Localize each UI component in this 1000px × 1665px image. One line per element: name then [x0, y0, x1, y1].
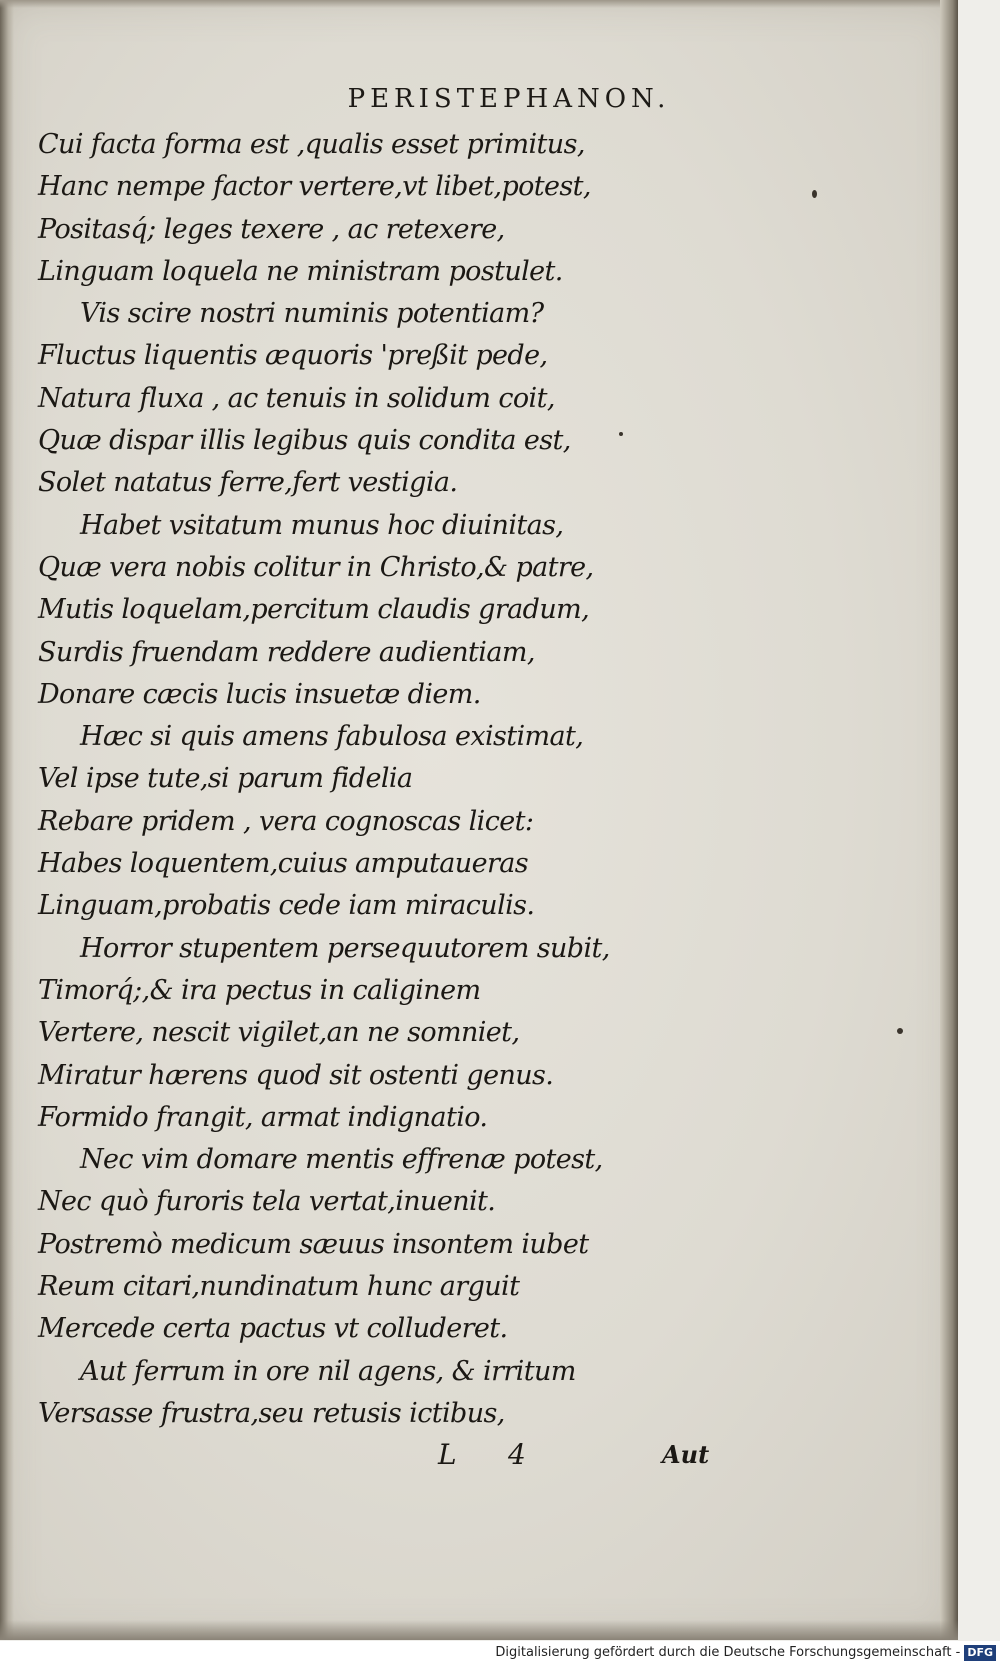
dfg-logo: DFG: [964, 1645, 996, 1661]
verse-line: Solet natatus ferre,fert vestigia.: [38, 467, 458, 499]
verse-line: Miratur hærens quod sit ostenti genus.: [38, 1059, 554, 1091]
verse-line: Linguam loquela ne ministram postulet.: [38, 255, 563, 287]
verse-line: Surdis fruendam reddere audientiam,: [38, 636, 535, 668]
page-number: 4: [508, 1438, 526, 1471]
verse-line: Reum citari,nundinatum hunc arguit: [38, 1271, 520, 1303]
page-bottom-edge: [0, 1620, 958, 1640]
verse-line: Donare cæcis lucis insuetæ diem.: [38, 678, 481, 710]
page-spine-shadow: [0, 0, 14, 1640]
verse-line: Quæ vera nobis colitur in Christo,& patre,: [38, 551, 594, 583]
verse-line: Positasq́; leges texere , ac retexere,: [38, 213, 505, 245]
verse-line: Vis scire nostri numinis potentiam?: [80, 298, 544, 330]
verse-line: Aut ferrum in ore nil agens, & irritum: [80, 1355, 576, 1387]
verse-line: Timorq́;,& ira pectus in caliginem: [38, 974, 481, 1006]
verse-line: Postremò medicum sæuus insontem iubet: [38, 1228, 589, 1260]
digitization-credit-bar: [0, 1641, 1000, 1665]
verse-line: Natura fluxa , ac tenuis in solidum coit,: [38, 382, 555, 414]
verse-line: Hæc si quis amens fabulosa existimat,: [80, 721, 584, 753]
verse-line: Linguam,probatis cede iam miraculis.: [38, 890, 535, 922]
verse-line: Formido frangit, armat indignatio.: [38, 1101, 488, 1133]
verse-line: Nec quò furoris tela vertat,inuenit.: [38, 1186, 496, 1218]
verse-line: Vel ipse tute,si parum fidelia: [38, 763, 413, 795]
verse-block: [38, 124, 638, 1435]
verse-line: Hanc nempe factor vertere,vt libet,potest,: [38, 171, 591, 203]
verse-line: Habet vsitatum munus hoc diuinitas,: [80, 509, 564, 541]
verse-line: Mercede certa pactus vt colluderet.: [38, 1313, 508, 1345]
verse-line: Mutis loquelam,percitum claudis gradum,: [38, 594, 590, 626]
ink-speck: [619, 432, 623, 436]
verse-line: Cui facta forma est ,qualis esset primitus,: [38, 129, 585, 160]
ink-speck: [897, 1028, 903, 1034]
page-top-edge: [0, 0, 958, 8]
verse-line: Habes loquentem,cuius amputaueras: [38, 848, 529, 880]
running-head: PERISTEPHANON.: [347, 84, 671, 114]
verse-line: Quæ dispar illis legibus quis condita est,: [38, 425, 571, 457]
signature-mark: L: [438, 1438, 457, 1471]
verse-line: Rebare pridem , vera cognoscas licet:: [38, 805, 534, 837]
verse-line: Nec vim domare mentis effrenæ potest,: [80, 1144, 603, 1176]
verse-line: Vertere, nescit vigilet,an ne somniet,: [38, 1017, 520, 1049]
verse-line: Fluctus liquentis æquoris 'preßit pede,: [38, 340, 548, 372]
page-right-edge: [940, 0, 958, 1640]
ink-speck: [812, 190, 817, 198]
catchword: Aut: [662, 1440, 710, 1469]
verse-line: Horror stupentem persequutorem subit,: [80, 932, 610, 964]
verse-line: Versasse frustra,seu retusis ictibus,: [38, 1397, 505, 1429]
credit-text: Digitalisierung gefördert durch die Deutsche Forschungsgemeinschaft -: [495, 1645, 961, 1660]
